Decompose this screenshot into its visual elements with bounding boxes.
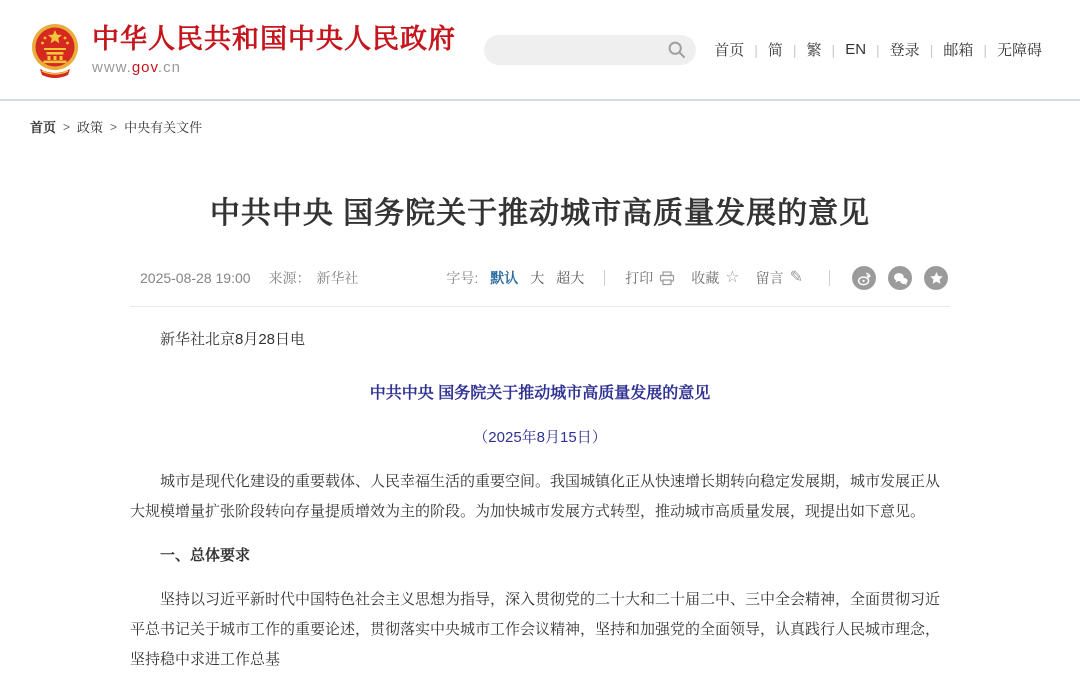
- article-meta-right: [446, 266, 948, 290]
- qzone-share-button[interactable]: [924, 266, 948, 290]
- wechat-share-button[interactable]: [888, 266, 912, 290]
- article-meta-row: [130, 266, 950, 290]
- breadcrumb: [0, 101, 1080, 136]
- font-size-xlarge-button[interactable]: 超大: [556, 270, 585, 286]
- paragraph-1: 城市是现代化建设的重要载体、人民幸福生活的重要空间。我国城镇化正从快速增长期转向稳定发展期，城市发展正从大规模增量扩张阶段转向存量提质增效为主的阶段。为加快城市发展方式转型，推动城市高质量发展，现提出如下意见。: [130, 473, 941, 520]
- site-url: [92, 59, 456, 76]
- breadcrumb-separator: >: [110, 119, 118, 134]
- font-size-large-button[interactable]: 大: [530, 270, 545, 286]
- brand-text: [92, 23, 456, 75]
- article-body: [130, 325, 950, 675]
- article-meta-left: [140, 268, 359, 288]
- national-emblem-icon: [30, 21, 80, 79]
- article: [130, 188, 950, 675]
- nav-english[interactable]: EN: [845, 41, 867, 58]
- print-button[interactable]: [625, 268, 675, 288]
- section-heading-1: 一、总体要求: [160, 547, 251, 564]
- nav-separator: |: [792, 41, 797, 58]
- favorite-label: 收藏: [691, 270, 720, 286]
- nav-separator: |: [831, 41, 836, 58]
- breadcrumb-home[interactable]: 首页: [30, 120, 57, 135]
- breadcrumb-policy[interactable]: 政策: [77, 120, 104, 135]
- weibo-share-button[interactable]: [852, 266, 876, 290]
- nav-simplified[interactable]: 简: [767, 42, 783, 59]
- nav-login[interactable]: 登录: [889, 42, 920, 59]
- meta-body-divider: [130, 306, 950, 307]
- source-value[interactable]: 新华社: [316, 270, 359, 286]
- search-box[interactable]: [484, 35, 696, 65]
- publish-datetime: 2025-08-28 19:00: [140, 270, 251, 286]
- nav-separator: |: [754, 41, 758, 58]
- nav-separator: |: [983, 41, 987, 58]
- nav-accessibility[interactable]: 无障碍: [996, 42, 1042, 59]
- breadcrumb-current: 中央有关文件: [124, 120, 203, 135]
- site-name: 中华人民共和国中央人民政府: [92, 24, 456, 55]
- weibo-icon: [856, 270, 873, 287]
- star-icon: ☆: [725, 269, 740, 286]
- header-right: [484, 35, 1052, 65]
- page-title: 中共中央 国务院关于推动城市高质量发展的意见: [209, 197, 871, 230]
- font-size-default-button[interactable]: 默认: [490, 270, 519, 286]
- comment-label: 留言: [755, 270, 784, 286]
- top-nav: [712, 39, 1052, 60]
- meta-divider: [604, 270, 605, 286]
- wechat-icon: [892, 270, 909, 287]
- breadcrumb-separator: >: [63, 119, 71, 134]
- document-title: 中共中央 国务院关于推动城市高质量发展的意见: [369, 385, 711, 402]
- qzone-star-icon: [928, 270, 945, 287]
- pencil-icon: ✎: [789, 269, 803, 286]
- comment-button[interactable]: [756, 268, 803, 288]
- url-gov: gov: [131, 58, 158, 76]
- nav-traditional[interactable]: 繁: [806, 42, 822, 59]
- document-date: （2025年8月15日）: [473, 429, 607, 446]
- site-brand[interactable]: [30, 21, 456, 79]
- print-label: 打印: [625, 270, 654, 286]
- nav-home[interactable]: 首页: [714, 42, 745, 59]
- url-www: www.: [92, 58, 132, 76]
- nav-mail[interactable]: 邮箱: [943, 42, 974, 59]
- nav-separator: |: [929, 41, 934, 58]
- paragraph-2: 坚持以习近平新时代中国特色社会主义思想为指导，深入贯彻党的二十大和二十届二中、三中全会精神，全面贯彻习近平总书记关于城市工作的重要论述，贯彻落实中央城市工作会议精神，坚持和加强党的全面领导，认真践行人民城市理念，坚持稳中求进工作总基: [130, 591, 941, 668]
- favorite-button[interactable]: [691, 268, 739, 288]
- search-icon[interactable]: [667, 40, 687, 60]
- printer-icon: [659, 271, 675, 286]
- site-header: [0, 0, 1080, 101]
- source-label: 来源：: [268, 270, 311, 286]
- search-input[interactable]: [484, 35, 696, 65]
- url-cn: .cn: [157, 58, 181, 76]
- meta-divider: [829, 270, 830, 286]
- font-size-label: 字号:: [446, 270, 479, 286]
- dateline: 新华社北京8月28日电: [160, 331, 306, 348]
- nav-separator: |: [876, 41, 880, 58]
